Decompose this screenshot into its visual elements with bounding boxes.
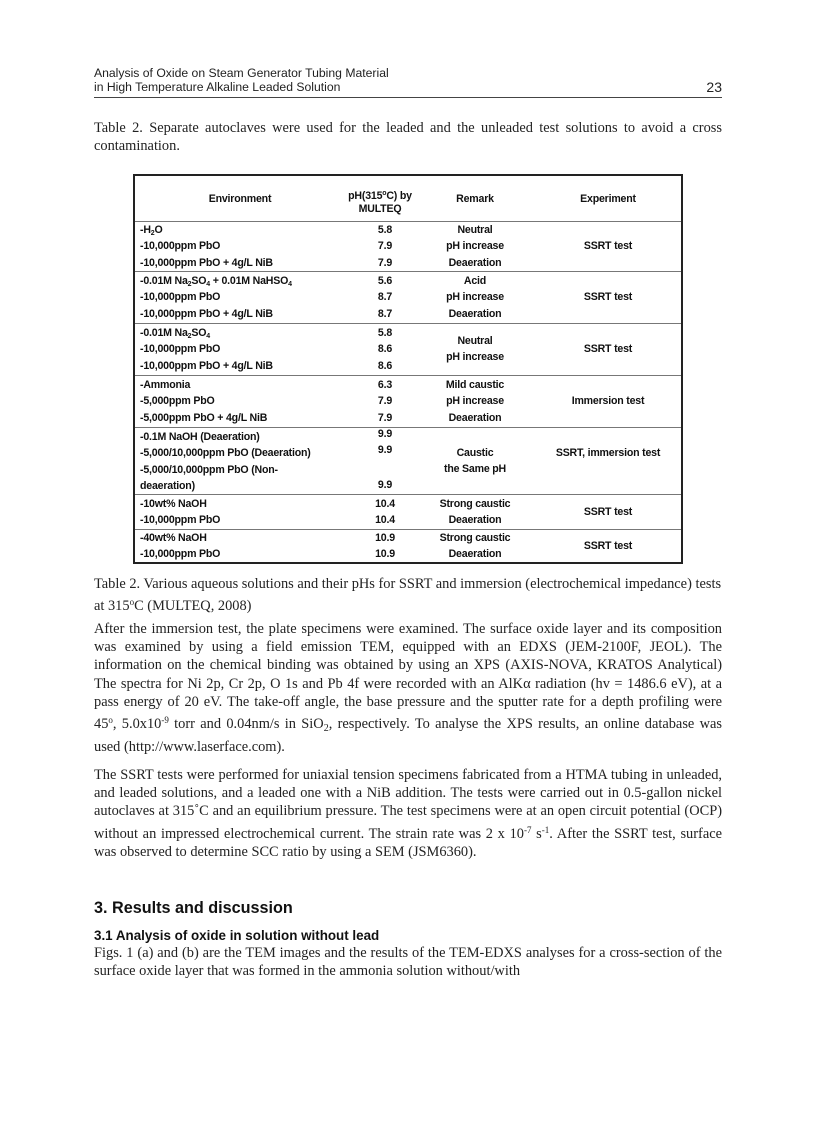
- header-rule: [94, 97, 722, 98]
- remark-cell: Acid pH increase Deaeration: [446, 275, 504, 320]
- table-row-group: [135, 376, 681, 428]
- table-row-group: [135, 428, 681, 495]
- header-environment: Environment: [208, 193, 272, 205]
- header-ph-text-post: C) by: [386, 190, 412, 202]
- ph-cell: 10.9 10.9: [375, 532, 395, 561]
- experiment-cell: SSRT test: [583, 240, 633, 252]
- results-paragraph: Figs. 1 (a) and (b) are the TEM images and the results of the TEM-EDXS analyses for a cross-section of the surface oxide layer that was formed in the ammonia solution without/with: [94, 945, 722, 980]
- ph-cell: 5.8 7.9 7.9: [377, 224, 393, 269]
- ph-cell: 9.9 9.9 9.9: [377, 428, 393, 491]
- methods-paragraph-immersion: After the immersion test, the plate specimens were examined. The surface oxide layer and its composition was examined by using a field emission TEM, equipped with an EDXS (JEM-2100F, JEOL). The information on the chemical binding was obtained by using an XPS (AXIS-NOVA, KRATOS Analytical) The spectra for Ni 2p, Cr 2p, O 1s and Pb 4f were recorded with an AlKα radiation (hv = 1486.6 eV), at a pass energy of 20 eV. The take-off angle, the base pressure and the sputter rate for a depth profiling were 45$^o$, $5.0x10^{-9}$ torr and 0.04nm/s in SiO$_2$, respectively. To analyse the XPS results, an online database was used (http://www.laserface.com).: [94, 621, 722, 756]
- ph-cell: 5.8 8.6 8.6: [377, 327, 393, 372]
- experiment-cell: SSRT test: [583, 343, 633, 355]
- table-row-group: [135, 221, 681, 272]
- header-experiment: Experiment: [580, 193, 636, 205]
- table-row-group: [135, 272, 681, 324]
- experiment-cell: SSRT test: [583, 291, 633, 303]
- environment-cell: -Ammonia -5,000ppm PbO -5,000ppm PbO + 4g/L NiB: [140, 379, 268, 424]
- header-ph-degree: o: [382, 190, 387, 197]
- remark-cell: Strong caustic Deaeration: [439, 532, 511, 561]
- table-row-group: [135, 324, 681, 376]
- ph-cell: 10.4 10.4: [375, 498, 395, 527]
- table-header-row: [135, 176, 681, 222]
- remark-cell: Neutral pH increase Deaeration: [446, 224, 504, 269]
- intro-paragraph: Table 2. Separate autoclaves were used for the leaded and the unleaded test solutions to avoid a cross contamination.: [94, 120, 722, 155]
- environment-cell: -40wt% NaOH -10,000ppm PbO: [140, 532, 221, 561]
- subsection-heading: 3.1 Analysis of oxide in solution without lead: [94, 928, 380, 943]
- remark-cell: Strong caustic Deaeration: [439, 498, 511, 527]
- methods-paragraph-ssrt: The SSRT tests were performed for uniaxial tension specimens fabricated from a HTMA tubing in unleaded, and leaded solutions, and a leaded one with a NiB addition. The tests were carried out in 0.5-gallon nickel autoclaves at 315˚C and an equilibrium pressure. The test specimens were at an open circuit potential (OCP) without an impressed electrochemical current. The strain rate was 2 x $10^{-7}$ $s^{-1}$. After the SSRT test, surface was observed to determine SCC ratio by using a SEM (JSM6360).: [94, 767, 722, 860]
- remark-cell: Neutral pH increase: [446, 335, 504, 364]
- ph-cell: 6.3 7.9 7.9: [377, 379, 393, 424]
- environment-cell: -0.01M $Na_2SO_4$ -10,000ppm PbO -10,000ppm PbO + 4g/L NiB: [140, 327, 273, 372]
- remark-cell: Mild caustic pH increase Deaeration: [445, 379, 505, 424]
- environment-cell: -0.1M NaOH (Deaeration) -5,000/10,000ppm PbO (Deaeration) -5,000/10,000ppm PbO (Non- deaeration): [140, 431, 311, 492]
- experiment-cell: SSRT test: [583, 506, 633, 518]
- running-head: [94, 66, 722, 94]
- environment-cell: $-H_2O$ -10,000ppm PbO -10,000ppm PbO + 4g/L NiB: [140, 224, 273, 269]
- header-ph-line2: MULTEQ: [358, 203, 402, 215]
- running-head-title-line1: Analysis of Oxide on Steam Generator Tubing Material: [94, 66, 389, 80]
- environment-table: [133, 174, 683, 564]
- header-ph: [335, 187, 425, 216]
- section-heading: 3. Results and discussion: [94, 899, 293, 917]
- experiment-cell: SSRT test: [583, 540, 633, 552]
- experiment-cell: Immersion test: [571, 395, 645, 407]
- table-row-group: [135, 530, 681, 562]
- experiment-cell: SSRT, immersion test: [555, 447, 661, 459]
- remark-cell: Caustic the Same pH: [444, 447, 506, 476]
- table-row-group: [135, 495, 681, 530]
- header-remark: Remark: [456, 193, 494, 205]
- ph-cell: 5.6 8.7 8.7: [377, 275, 393, 320]
- page-number: 23: [706, 79, 722, 95]
- environment-cell: -10wt% NaOH -10,000ppm PbO: [140, 498, 221, 527]
- running-head-title-line2: in High Temperature Alkaline Leaded Solution: [94, 80, 341, 94]
- table-caption: Table 2. Various aqueous solutions and their pHs for SSRT and immersion (electrochemical impedance) tests at 315$^o$C (MULTEQ, 2008): [94, 576, 722, 615]
- header-ph-text: pH(315: [348, 190, 383, 202]
- environment-cell: -0.01M $Na_2SO_4 + 0.01M$ NaHSO$_4$ -10,000ppm PbO -10,000ppm PbO + 4g/L NiB: [140, 275, 292, 320]
